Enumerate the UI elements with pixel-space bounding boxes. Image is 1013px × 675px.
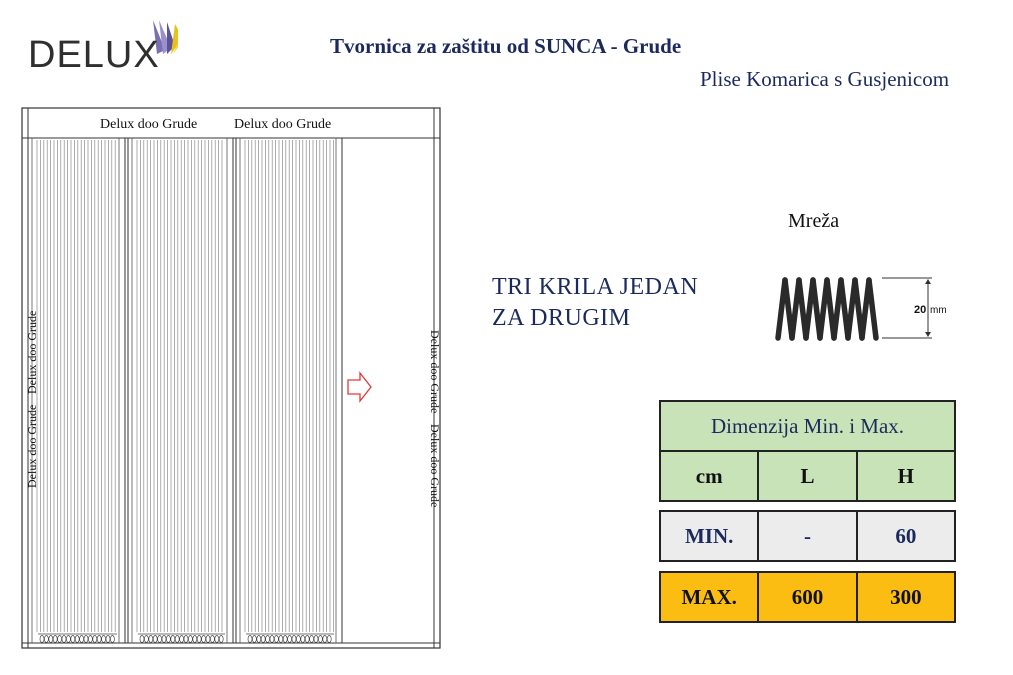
logo-text: DELUX [28,34,160,76]
description-line-1: TRI KRILA JEDAN [492,274,699,300]
description [492,272,698,334]
min-l: - [758,511,856,561]
max-h: 300 [857,572,955,622]
product-title: Plise Komarica s Gusjenicom [700,67,950,91]
pleat-panel-1 [28,138,125,643]
description-line-2: ZA DRUGIM [492,305,631,331]
header-l: L [758,451,856,501]
mesh-zigzag [778,280,876,338]
dimensions-title: Dimenzija Min. i Max. [660,401,955,451]
header-h: H [857,451,955,501]
delux-logo [28,18,178,80]
company-title: Tvornica za zaštitu od SUNCA - Grude [330,34,682,58]
frame-top-rail [28,108,434,138]
max-label: MAX. [660,572,758,622]
mesh-dimension-value: 20 [914,304,927,316]
mesh-title: Mreža [788,210,840,232]
min-label: MIN. [660,511,758,561]
door-drawing [0,100,470,660]
min-h: 60 [857,511,955,561]
pleat-panels [28,138,342,643]
max-row-table [659,571,956,623]
left-vertical-label-2: Delux doo Grude [25,310,39,394]
right-vertical-label-2: Delux doo Grude [428,424,442,508]
max-l: 600 [758,572,856,622]
top-label-1: Delux doo Grude [100,117,198,132]
top-label-2: Delux doo Grude [234,117,332,132]
left-vertical-label-1: Delux doo Grude [25,404,39,488]
mesh-dimension-unit: mm [930,305,947,316]
header-cm: cm [660,451,758,501]
right-vertical-label-1: Delux doo Grude [428,330,442,414]
direction-arrow-icon [348,373,371,401]
dimensions-header-table [659,400,956,502]
min-row-table [659,510,956,562]
mesh-profile-diagram [770,268,960,348]
